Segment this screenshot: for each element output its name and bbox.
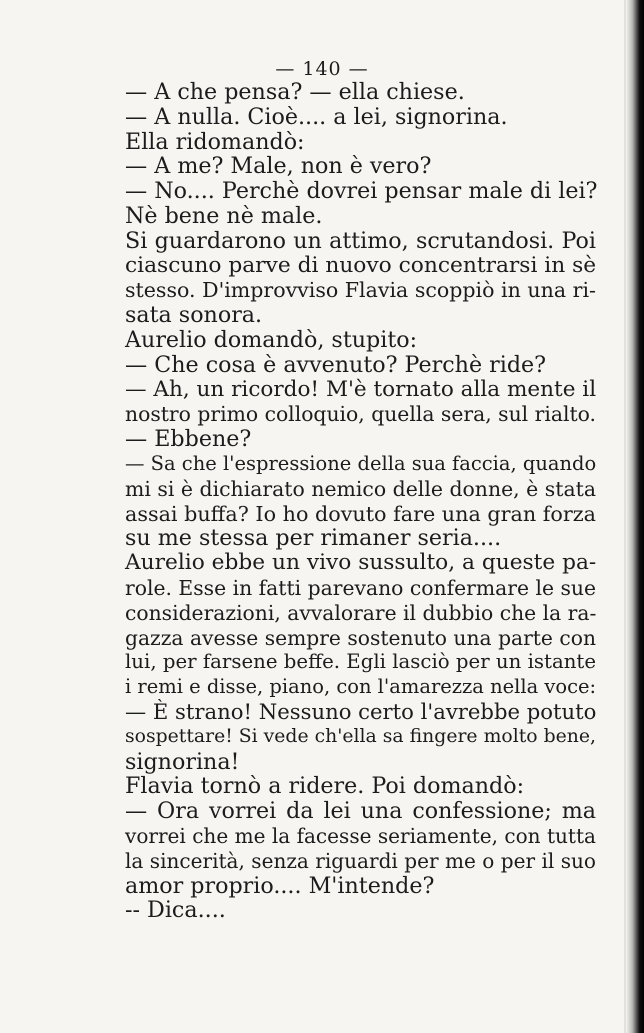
- text-line: Ella ridomandò:: [125, 128, 305, 155]
- text-line: Aurelio domandò, stupito:: [125, 326, 418, 353]
- text-line: sospettare! Si vede ch'ella sa fingere molto bene,: [125, 725, 596, 747]
- text-line: Aurelio ebbe un vivo sussulto, a queste pa-: [125, 550, 597, 576]
- text-line: su me stessa per rimaner seria....: [125, 525, 502, 552]
- text-line: nostro primo colloquio, quella sera, sul rialto.: [125, 402, 596, 427]
- text-line: -- Dica....: [125, 897, 226, 924]
- text-line: role. Esse in fatti parevano confermare le sue: [125, 575, 597, 600]
- text-line: assai buffa? Io ho dovuto fare una gran forza: [125, 501, 596, 526]
- body-text: [125, 80, 596, 923]
- text-line: vorrei che me la facesse seriamente, con tutta: [125, 823, 596, 848]
- text-line: signorina!: [125, 748, 240, 775]
- text-line: — Ebbene?: [125, 426, 252, 453]
- text-line: Flavia tornò a ridere. Poi domandò:: [125, 773, 525, 800]
- text-line: sata sonora.: [125, 302, 263, 329]
- text-line: — No.... Perchè dovrei pensar male di lei?: [125, 178, 598, 205]
- text-line: — A me? Male, non è vero?: [125, 153, 432, 180]
- page-number: — 140 —: [275, 58, 369, 80]
- text-line: — A che pensa? — ella chiese.: [125, 79, 465, 105]
- text-line: i remi e disse, piano, con l'amarezza nella voce:: [125, 675, 597, 699]
- text-line: amor proprio.... M'intende?: [125, 872, 435, 899]
- text-line: — È strano! Nessuno certo l'avrebbe potuto: [125, 698, 597, 724]
- text-line: lui, per farsene beffe. Egli lasciò per un istante: [125, 650, 596, 674]
- text-line: ciascuno parve di nuovo concentrarsi in sè: [125, 252, 597, 278]
- text-line: stesso. D'improvviso Flavia scoppiò in una ri-: [125, 278, 596, 303]
- text-line: mi si è dichiarato nemico delle donne, è stata: [125, 476, 596, 501]
- text-line: Si guardarono un attimo, scrutandosi. Poi: [125, 227, 596, 254]
- text-line: la sincerità, senza riguardi per me o per il suo: [125, 848, 596, 873]
- text-line: — Sa che l'espressione della sua faccia, quando: [125, 451, 597, 475]
- text-line: Nè bene nè male.: [125, 202, 323, 229]
- text-line: — Ora vorrei da lei una confessione; ma: [125, 798, 596, 825]
- text-line: gazza avesse sempre sostenuto una parte con: [125, 625, 596, 650]
- text-line: considerazioni, avvalorare il dubbio che la ra-: [125, 600, 597, 625]
- text-line: — A nulla. Cioè.... a lei, signorina.: [125, 103, 508, 130]
- text-line: — Che cosa è avvenuto? Perchè ride?: [125, 351, 547, 378]
- text-line: — Ah, un ricordo! M'è tornato alla mente il: [125, 376, 597, 402]
- page-edge-shadow: [626, 0, 644, 1033]
